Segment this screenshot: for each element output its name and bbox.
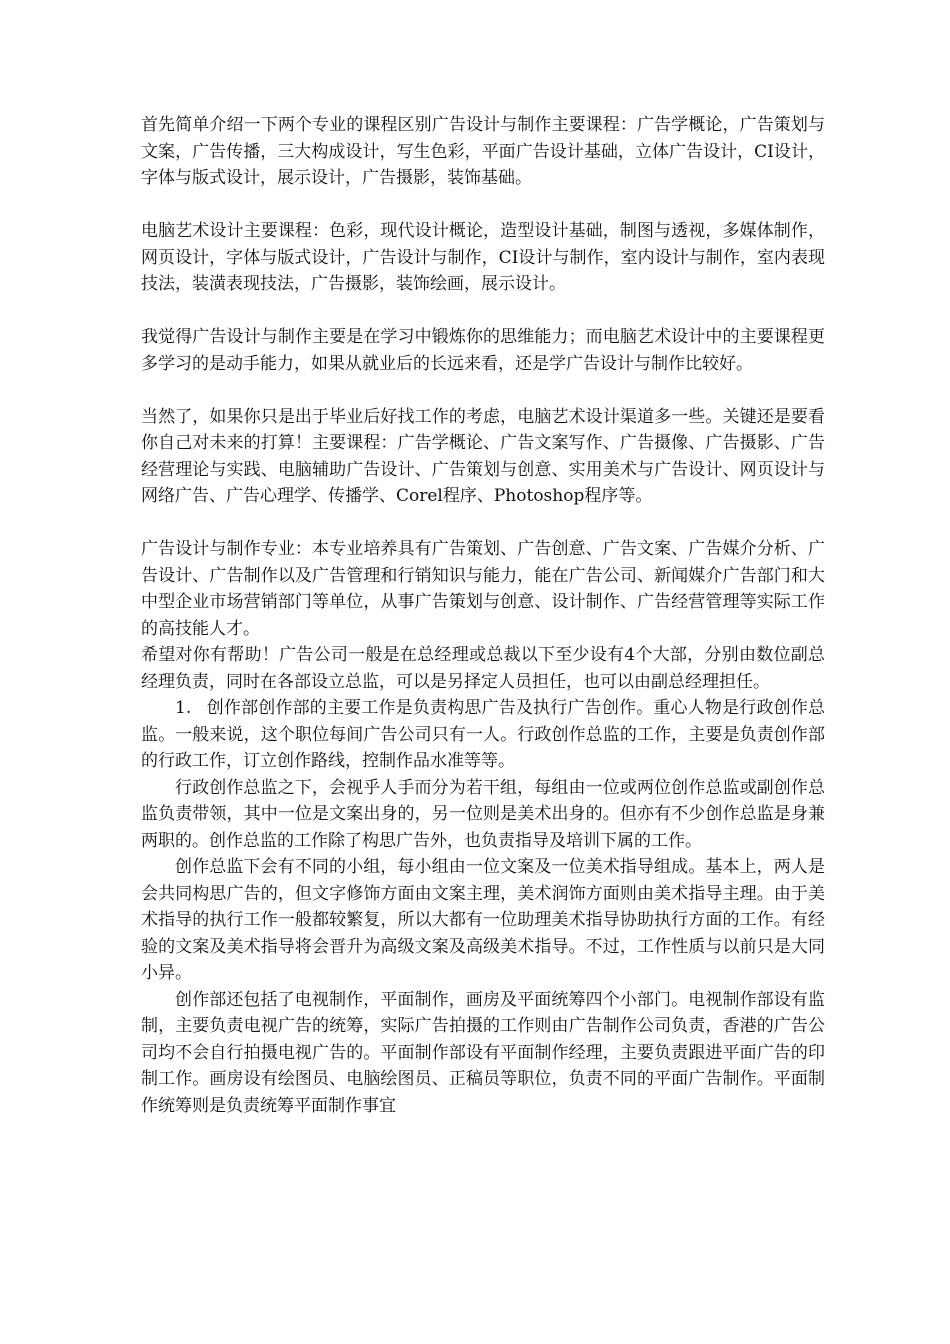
paragraph-creative-director-groups: 行政创作总监之下，会视乎人手而分为若干组，每组由一位或两位创作总监或副创作总监负责带领，其中一位是文案出身的，另一位则是美术出身的。但亦有不少创作总监是身兼两职的。创作总监的工作除了构思广告外，也负责指导及培训下属的工作。 (141, 777, 825, 851)
paragraph-production-units: 创作部还包括了电视制作，平面制作，画房及平面统筹四个小部门。电视制作部设有监制，主要负责电视广告的统筹，实际广告拍摄的工作则由广告制作公司负责，香港的广告公司均不会自行拍摄电视广告的。平面制作部设有平面制作经理，主要负责跟进平面广告的印制工作。画房设有绘图员、电脑绘图员、正稿员等职位，负责不同的平面广告制作。平面制作统筹则是负责统筹平面制作事宜 (141, 989, 825, 1116)
list-item-text: 创作部创作部的主要工作是负责构思广告及执行广告创作。重心人物是行政创作总监。一般来说，这个职位每间广告公司只有一人。行政创作总监的工作，主要是负责创作部的行政工作，订立创作路线，控制作品水准等等。 (141, 698, 825, 771)
paragraph-opinion: 我觉得广告设计与制作主要是在学习中锻炼你的思维能力；而电脑艺术设计中的主要课程更多学习的是动手能力，如果从就业后的长远来看，还是学广告设计与制作比较好。 (141, 327, 825, 374)
list-item-creative-department (141, 695, 825, 775)
paragraph-agency-structure: 希望对你有帮助！广告公司一般是在总经理或总裁以下至少设有4个大部，分别由数位副总经理负责，同时在各部设立总监，可以是另择定人员担任，也可以由副总经理担任。 (141, 645, 825, 692)
paragraph-major-description: 广告设计与制作专业：本专业培养具有广告策划、广告创意、广告文案、广告媒介分析、广告设计、广告制作以及广告管理和行销知识与能力，能在广告公司、新闻媒介广告部门和大中型企业市场营销部门等单位，从事广告策划与创意、设计制作、广告经营管理等实际工作的高技能人才。 (141, 539, 825, 639)
document-body (141, 112, 825, 1119)
paragraph-computer-art-courses: 电脑艺术设计主要课程：色彩，现代设计概论，造型设计基础，制图与透视，多媒体制作，网页设计，字体与版式设计，广告设计与制作，CI设计与制作，室内设计与制作，室内表现技法，装潢表现技法，广告摄影，装饰绘画，展示设计。 (141, 221, 825, 294)
paragraph-course-comparison: 首先简单介绍一下两个专业的课程区别广告设计与制作主要课程：广告学概论，广告策划与文案，广告传播，三大构成设计，写生色彩，平面广告设计基础，立体广告设计，CI设计，字体与版式设计，展示设计，广告摄影，装饰基础。 (141, 115, 825, 188)
paragraph-main-courses: 当然了，如果你只是出于毕业后好找工作的考虑，电脑艺术设计渠道多一些。关键还是要看你自己对未来的打算！主要课程：广告学概论、广告文案写作、广告摄像、广告摄影、广告经营理论与实践、电脑辅助广告设计、广告策划与创意、实用美术与广告设计、网页设计与网络广告、广告心理学、传播学、Corel程序、Photoshop程序等。 (141, 406, 825, 506)
list-item-number: 1. (175, 698, 192, 718)
paragraph-creative-teams: 创作总监下会有不同的小组，每小组由一位文案及一位美术指导组成。基本上，两人是会共同构思广告的，但文字修饰方面由文案主理，美术润饰方面则由美术指导主理。由于美术指导的执行工作一般都较繁复，所以大都有一位助理美术指导协助执行方面的工作。有经验的文案及美术指导将会晋升为高级文案及高级美术指导。不过，工作性质与以前只是大同小异。 (141, 857, 825, 983)
